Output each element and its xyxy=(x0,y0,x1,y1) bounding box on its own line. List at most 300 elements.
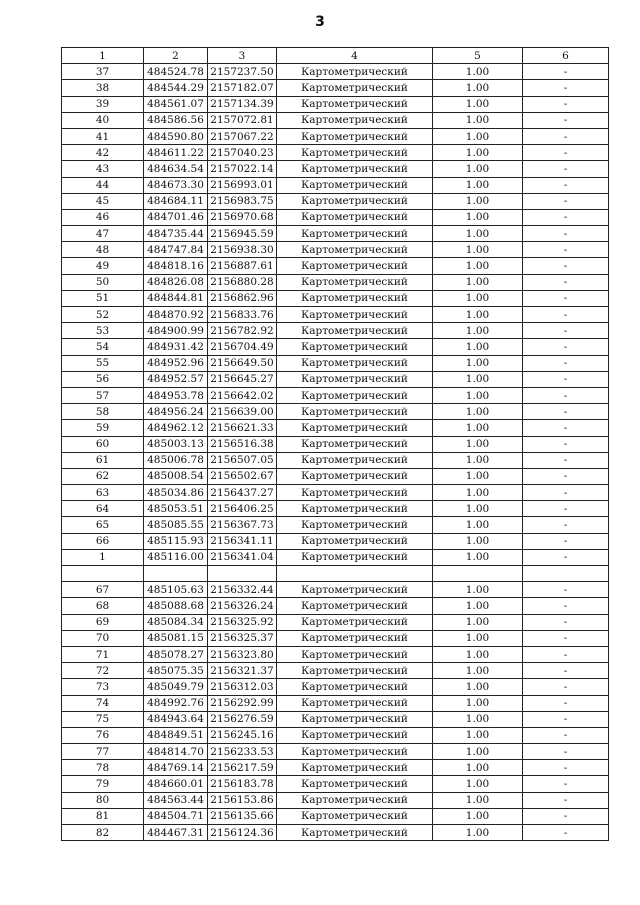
x-coordinate-cell: 484818.16 xyxy=(144,258,208,274)
x-coordinate-cell: 484962.12 xyxy=(144,420,208,436)
accuracy-cell: 1.00 xyxy=(433,112,523,128)
table-body xyxy=(62,64,609,841)
table-row xyxy=(62,80,609,96)
accuracy-cell: 1.00 xyxy=(433,744,523,760)
note-cell: - xyxy=(523,371,609,387)
x-coordinate-cell: 485084.34 xyxy=(144,614,208,630)
note-cell: - xyxy=(523,96,609,112)
y-coordinate-cell: 2156233.53 xyxy=(208,744,277,760)
y-coordinate-cell: 2157182.07 xyxy=(208,80,277,96)
point-number-cell: 68 xyxy=(62,598,144,614)
header-cell-x: 2 xyxy=(144,48,208,64)
note-cell: - xyxy=(523,614,609,630)
method-cell: Картометрический xyxy=(277,646,433,662)
accuracy-cell: 1.00 xyxy=(433,792,523,808)
y-coordinate-cell: 2156326.24 xyxy=(208,598,277,614)
note-cell: - xyxy=(523,226,609,242)
accuracy-cell: 1.00 xyxy=(433,825,523,841)
table-row xyxy=(62,64,609,80)
point-number-cell: 48 xyxy=(62,242,144,258)
note-cell: - xyxy=(523,339,609,355)
point-number-cell: 47 xyxy=(62,226,144,242)
x-coordinate-cell: 485085.55 xyxy=(144,517,208,533)
x-coordinate-cell: 485049.79 xyxy=(144,679,208,695)
method-cell: Картометрический xyxy=(277,436,433,452)
table-row xyxy=(62,436,609,452)
note-cell: - xyxy=(523,128,609,144)
method-cell: Картометрический xyxy=(277,112,433,128)
accuracy-cell: 1.00 xyxy=(433,582,523,598)
accuracy-cell: 1.00 xyxy=(433,760,523,776)
y-coordinate-cell: 2156325.37 xyxy=(208,630,277,646)
y-coordinate-cell: 2156367.73 xyxy=(208,517,277,533)
method-cell: Картометрический xyxy=(277,177,433,193)
method-cell: Картометрический xyxy=(277,226,433,242)
y-coordinate-cell: 2156983.75 xyxy=(208,193,277,209)
x-coordinate-cell: 484660.01 xyxy=(144,776,208,792)
y-coordinate-cell: 2156502.67 xyxy=(208,468,277,484)
method-cell: Картометрический xyxy=(277,355,433,371)
note-cell: - xyxy=(523,549,609,565)
table-row xyxy=(62,825,609,841)
note-cell: - xyxy=(523,630,609,646)
y-coordinate-cell: 2157237.50 xyxy=(208,64,277,80)
y-coordinate-cell: 2156183.78 xyxy=(208,776,277,792)
table-row xyxy=(62,387,609,403)
x-coordinate-cell: 484814.70 xyxy=(144,744,208,760)
accuracy-cell: 1.00 xyxy=(433,420,523,436)
accuracy-cell: 1.00 xyxy=(433,404,523,420)
point-number-cell: 60 xyxy=(62,436,144,452)
x-coordinate-cell: 485105.63 xyxy=(144,582,208,598)
x-coordinate-cell: 484956.24 xyxy=(144,404,208,420)
x-coordinate-cell: 484992.76 xyxy=(144,695,208,711)
x-coordinate-cell: 485116.00 xyxy=(144,549,208,565)
y-coordinate-cell: 2156621.33 xyxy=(208,420,277,436)
method-cell: Картометрический xyxy=(277,760,433,776)
method-cell: Картометрический xyxy=(277,663,433,679)
accuracy-cell: 1.00 xyxy=(433,371,523,387)
note-cell: - xyxy=(523,760,609,776)
y-coordinate-cell: 2156341.11 xyxy=(208,533,277,549)
y-coordinate-cell: 2156153.86 xyxy=(208,792,277,808)
y-coordinate-cell: 2157022.14 xyxy=(208,161,277,177)
point-number-cell: 45 xyxy=(62,193,144,209)
x-coordinate-cell: 484673.30 xyxy=(144,177,208,193)
note-cell: - xyxy=(523,193,609,209)
note-cell: - xyxy=(523,64,609,80)
accuracy-cell: 1.00 xyxy=(433,258,523,274)
method-cell: Картометрический xyxy=(277,209,433,225)
point-number-cell: 58 xyxy=(62,404,144,420)
table-row xyxy=(62,549,609,565)
x-coordinate-cell: 485034.86 xyxy=(144,485,208,501)
table-row xyxy=(62,485,609,501)
y-coordinate-cell: 2156862.96 xyxy=(208,290,277,306)
accuracy-cell: 1.00 xyxy=(433,533,523,549)
point-number-cell: 70 xyxy=(62,630,144,646)
y-coordinate-cell: 2156993.01 xyxy=(208,177,277,193)
note-cell: - xyxy=(523,776,609,792)
table-row xyxy=(62,339,609,355)
method-cell: Картометрический xyxy=(277,695,433,711)
point-number-cell: 57 xyxy=(62,387,144,403)
point-number-cell: 61 xyxy=(62,452,144,468)
table-row xyxy=(62,307,609,323)
point-number-cell: 46 xyxy=(62,209,144,225)
y-coordinate-cell: 2156217.59 xyxy=(208,760,277,776)
accuracy-cell: 1.00 xyxy=(433,485,523,501)
method-cell: Картометрический xyxy=(277,452,433,468)
method-cell: Картометрический xyxy=(277,404,433,420)
method-cell: Картометрический xyxy=(277,193,433,209)
table-row xyxy=(62,355,609,371)
accuracy-cell: 1.00 xyxy=(433,323,523,339)
point-number-cell: 82 xyxy=(62,825,144,841)
table-row xyxy=(62,242,609,258)
accuracy-cell: 1.00 xyxy=(433,355,523,371)
x-coordinate-cell: 484684.11 xyxy=(144,193,208,209)
point-number-cell: 51 xyxy=(62,290,144,306)
x-coordinate-cell: 485078.27 xyxy=(144,646,208,662)
point-number-cell: 1 xyxy=(62,549,144,565)
table-row xyxy=(62,663,609,679)
accuracy-cell: 1.00 xyxy=(433,614,523,630)
point-number-cell: 63 xyxy=(62,485,144,501)
point-number-cell: 37 xyxy=(62,64,144,80)
y-coordinate-cell: 2156323.80 xyxy=(208,646,277,662)
note-cell: - xyxy=(523,711,609,727)
x-coordinate-cell: 484931.42 xyxy=(144,339,208,355)
header-row xyxy=(62,48,609,64)
note-cell: - xyxy=(523,145,609,161)
point-number-cell xyxy=(62,566,144,582)
accuracy-cell: 1.00 xyxy=(433,695,523,711)
note-cell: - xyxy=(523,452,609,468)
header-cell-note: 6 xyxy=(523,48,609,64)
header-cell-y: 3 xyxy=(208,48,277,64)
x-coordinate-cell: 485081.15 xyxy=(144,630,208,646)
note-cell: - xyxy=(523,258,609,274)
table-row xyxy=(62,258,609,274)
y-coordinate-cell: 2156292.99 xyxy=(208,695,277,711)
accuracy-cell: 1.00 xyxy=(433,452,523,468)
header-cell-accuracy: 5 xyxy=(433,48,523,64)
y-coordinate-cell xyxy=(208,566,277,582)
accuracy-cell: 1.00 xyxy=(433,711,523,727)
y-coordinate-cell: 2156880.28 xyxy=(208,274,277,290)
table-row xyxy=(62,193,609,209)
point-number-cell: 43 xyxy=(62,161,144,177)
x-coordinate-cell: 484870.92 xyxy=(144,307,208,323)
table-row xyxy=(62,209,609,225)
point-number-cell: 38 xyxy=(62,80,144,96)
accuracy-cell xyxy=(433,566,523,582)
x-coordinate-cell: 484953.78 xyxy=(144,387,208,403)
method-cell: Картометрический xyxy=(277,744,433,760)
x-coordinate-cell: 484504.71 xyxy=(144,808,208,824)
note-cell: - xyxy=(523,744,609,760)
x-coordinate-cell: 485006.78 xyxy=(144,452,208,468)
method-cell: Картометрический xyxy=(277,468,433,484)
note-cell: - xyxy=(523,792,609,808)
method-cell: Картометрический xyxy=(277,307,433,323)
method-cell: Картометрический xyxy=(277,387,433,403)
accuracy-cell: 1.00 xyxy=(433,274,523,290)
method-cell: Картометрический xyxy=(277,501,433,517)
accuracy-cell: 1.00 xyxy=(433,679,523,695)
note-cell: - xyxy=(523,436,609,452)
accuracy-cell: 1.00 xyxy=(433,501,523,517)
method-cell: Картометрический xyxy=(277,290,433,306)
x-coordinate-cell: 485115.93 xyxy=(144,533,208,549)
accuracy-cell: 1.00 xyxy=(433,145,523,161)
method-cell: Картометрический xyxy=(277,808,433,824)
x-coordinate-cell: 485088.68 xyxy=(144,598,208,614)
y-coordinate-cell: 2157134.39 xyxy=(208,96,277,112)
method-cell: Картометрический xyxy=(277,323,433,339)
point-number-cell: 49 xyxy=(62,258,144,274)
method-cell: Картометрический xyxy=(277,242,433,258)
table-row xyxy=(62,226,609,242)
method-cell: Картометрический xyxy=(277,161,433,177)
point-number-cell: 50 xyxy=(62,274,144,290)
method-cell: Картометрический xyxy=(277,64,433,80)
table-row xyxy=(62,533,609,549)
note-cell: - xyxy=(523,825,609,841)
method-cell: Картометрический xyxy=(277,679,433,695)
x-coordinate-cell: 484611.22 xyxy=(144,145,208,161)
y-coordinate-cell: 2156649.50 xyxy=(208,355,277,371)
note-cell: - xyxy=(523,323,609,339)
x-coordinate-cell: 484943.64 xyxy=(144,711,208,727)
point-number-cell: 71 xyxy=(62,646,144,662)
point-number-cell: 44 xyxy=(62,177,144,193)
table-row xyxy=(62,323,609,339)
table-row xyxy=(62,792,609,808)
y-coordinate-cell: 2156782.92 xyxy=(208,323,277,339)
y-coordinate-cell: 2156516.38 xyxy=(208,436,277,452)
x-coordinate-cell: 485075.35 xyxy=(144,663,208,679)
note-cell: - xyxy=(523,485,609,501)
note-cell: - xyxy=(523,808,609,824)
accuracy-cell: 1.00 xyxy=(433,468,523,484)
table-row xyxy=(62,128,609,144)
method-cell: Картометрический xyxy=(277,128,433,144)
note-cell: - xyxy=(523,727,609,743)
table-row xyxy=(62,744,609,760)
table-row xyxy=(62,420,609,436)
y-coordinate-cell: 2156704.49 xyxy=(208,339,277,355)
x-coordinate-cell: 485008.54 xyxy=(144,468,208,484)
y-coordinate-cell: 2156945.59 xyxy=(208,226,277,242)
method-cell: Картометрический xyxy=(277,96,433,112)
point-number-cell: 56 xyxy=(62,371,144,387)
method-cell: Картометрический xyxy=(277,711,433,727)
x-coordinate-cell: 484769.14 xyxy=(144,760,208,776)
point-number-cell: 67 xyxy=(62,582,144,598)
accuracy-cell: 1.00 xyxy=(433,209,523,225)
note-cell xyxy=(523,566,609,582)
method-cell: Картометрический xyxy=(277,339,433,355)
accuracy-cell: 1.00 xyxy=(433,290,523,306)
point-number-cell: 74 xyxy=(62,695,144,711)
note-cell: - xyxy=(523,533,609,549)
table-row xyxy=(62,468,609,484)
note-cell: - xyxy=(523,695,609,711)
accuracy-cell: 1.00 xyxy=(433,177,523,193)
point-number-cell: 39 xyxy=(62,96,144,112)
point-number-cell: 42 xyxy=(62,145,144,161)
point-number-cell: 41 xyxy=(62,128,144,144)
point-number-cell: 64 xyxy=(62,501,144,517)
table-row xyxy=(62,695,609,711)
x-coordinate-cell: 484747.84 xyxy=(144,242,208,258)
method-cell: Картометрический xyxy=(277,485,433,501)
table-row xyxy=(62,452,609,468)
x-coordinate-cell: 484561.07 xyxy=(144,96,208,112)
note-cell: - xyxy=(523,598,609,614)
table-row xyxy=(62,404,609,420)
method-cell: Картометрический xyxy=(277,258,433,274)
table-row xyxy=(62,501,609,517)
point-number-cell: 73 xyxy=(62,679,144,695)
table-row xyxy=(62,177,609,193)
method-cell: Картометрический xyxy=(277,420,433,436)
x-coordinate-cell: 484844.81 xyxy=(144,290,208,306)
method-cell: Картометрический xyxy=(277,371,433,387)
table-row xyxy=(62,808,609,824)
table-row xyxy=(62,630,609,646)
x-coordinate-cell: 484952.57 xyxy=(144,371,208,387)
table-row xyxy=(62,145,609,161)
note-cell: - xyxy=(523,209,609,225)
point-number-cell: 78 xyxy=(62,760,144,776)
y-coordinate-cell: 2156887.61 xyxy=(208,258,277,274)
point-number-cell: 59 xyxy=(62,420,144,436)
table-row xyxy=(62,274,609,290)
y-coordinate-cell: 2157067.22 xyxy=(208,128,277,144)
y-coordinate-cell: 2156645.27 xyxy=(208,371,277,387)
accuracy-cell: 1.00 xyxy=(433,242,523,258)
accuracy-cell: 1.00 xyxy=(433,387,523,403)
point-number-cell: 75 xyxy=(62,711,144,727)
note-cell: - xyxy=(523,501,609,517)
note-cell: - xyxy=(523,242,609,258)
x-coordinate-cell xyxy=(144,566,208,582)
note-cell: - xyxy=(523,404,609,420)
x-coordinate-cell: 484544.29 xyxy=(144,80,208,96)
table-row xyxy=(62,517,609,533)
y-coordinate-cell: 2156833.76 xyxy=(208,307,277,323)
point-number-cell: 76 xyxy=(62,727,144,743)
method-cell: Картометрический xyxy=(277,549,433,565)
x-coordinate-cell: 484900.99 xyxy=(144,323,208,339)
y-coordinate-cell: 2157072.81 xyxy=(208,112,277,128)
note-cell: - xyxy=(523,468,609,484)
note-cell: - xyxy=(523,517,609,533)
point-number-cell: 52 xyxy=(62,307,144,323)
accuracy-cell: 1.00 xyxy=(433,776,523,792)
table-row xyxy=(62,161,609,177)
note-cell: - xyxy=(523,663,609,679)
point-number-cell: 62 xyxy=(62,468,144,484)
table-row xyxy=(62,646,609,662)
table-row xyxy=(62,290,609,306)
y-coordinate-cell: 2156276.59 xyxy=(208,711,277,727)
x-coordinate-cell: 485053.51 xyxy=(144,501,208,517)
note-cell: - xyxy=(523,161,609,177)
table-row xyxy=(62,566,609,582)
y-coordinate-cell: 2156325.92 xyxy=(208,614,277,630)
y-coordinate-cell: 2156135.66 xyxy=(208,808,277,824)
x-coordinate-cell: 484524.78 xyxy=(144,64,208,80)
method-cell: Картометрический xyxy=(277,825,433,841)
y-coordinate-cell: 2156970.68 xyxy=(208,209,277,225)
point-number-cell: 55 xyxy=(62,355,144,371)
accuracy-cell: 1.00 xyxy=(433,598,523,614)
table-row xyxy=(62,598,609,614)
y-coordinate-cell: 2156332.44 xyxy=(208,582,277,598)
header-cell-point-number: 1 xyxy=(62,48,144,64)
note-cell: - xyxy=(523,646,609,662)
note-cell: - xyxy=(523,355,609,371)
method-cell: Картометрический xyxy=(277,582,433,598)
accuracy-cell: 1.00 xyxy=(433,96,523,112)
method-cell xyxy=(277,566,433,582)
method-cell: Картометрический xyxy=(277,630,433,646)
header-cell-method: 4 xyxy=(277,48,433,64)
x-coordinate-cell: 484590.80 xyxy=(144,128,208,144)
x-coordinate-cell: 484634.54 xyxy=(144,161,208,177)
method-cell: Картометрический xyxy=(277,727,433,743)
y-coordinate-cell: 2156312.03 xyxy=(208,679,277,695)
point-number-cell: 65 xyxy=(62,517,144,533)
table-row xyxy=(62,96,609,112)
point-number-cell: 69 xyxy=(62,614,144,630)
note-cell: - xyxy=(523,80,609,96)
y-coordinate-cell: 2156642.02 xyxy=(208,387,277,403)
method-cell: Картометрический xyxy=(277,80,433,96)
accuracy-cell: 1.00 xyxy=(433,663,523,679)
accuracy-cell: 1.00 xyxy=(433,128,523,144)
accuracy-cell: 1.00 xyxy=(433,64,523,80)
method-cell: Картометрический xyxy=(277,792,433,808)
point-number-cell: 40 xyxy=(62,112,144,128)
x-coordinate-cell: 484952.96 xyxy=(144,355,208,371)
table-row xyxy=(62,776,609,792)
y-coordinate-cell: 2156507.05 xyxy=(208,452,277,468)
point-number-cell: 53 xyxy=(62,323,144,339)
x-coordinate-cell: 484849.51 xyxy=(144,727,208,743)
accuracy-cell: 1.00 xyxy=(433,436,523,452)
note-cell: - xyxy=(523,679,609,695)
y-coordinate-cell: 2156245.16 xyxy=(208,727,277,743)
method-cell: Картометрический xyxy=(277,274,433,290)
y-coordinate-cell: 2156406.25 xyxy=(208,501,277,517)
method-cell: Картометрический xyxy=(277,776,433,792)
accuracy-cell: 1.00 xyxy=(433,193,523,209)
x-coordinate-cell: 484586.56 xyxy=(144,112,208,128)
table-row xyxy=(62,679,609,695)
note-cell: - xyxy=(523,387,609,403)
accuracy-cell: 1.00 xyxy=(433,517,523,533)
table-row xyxy=(62,760,609,776)
x-coordinate-cell: 484701.46 xyxy=(144,209,208,225)
y-coordinate-cell: 2156437.27 xyxy=(208,485,277,501)
note-cell: - xyxy=(523,420,609,436)
x-coordinate-cell: 485003.13 xyxy=(144,436,208,452)
